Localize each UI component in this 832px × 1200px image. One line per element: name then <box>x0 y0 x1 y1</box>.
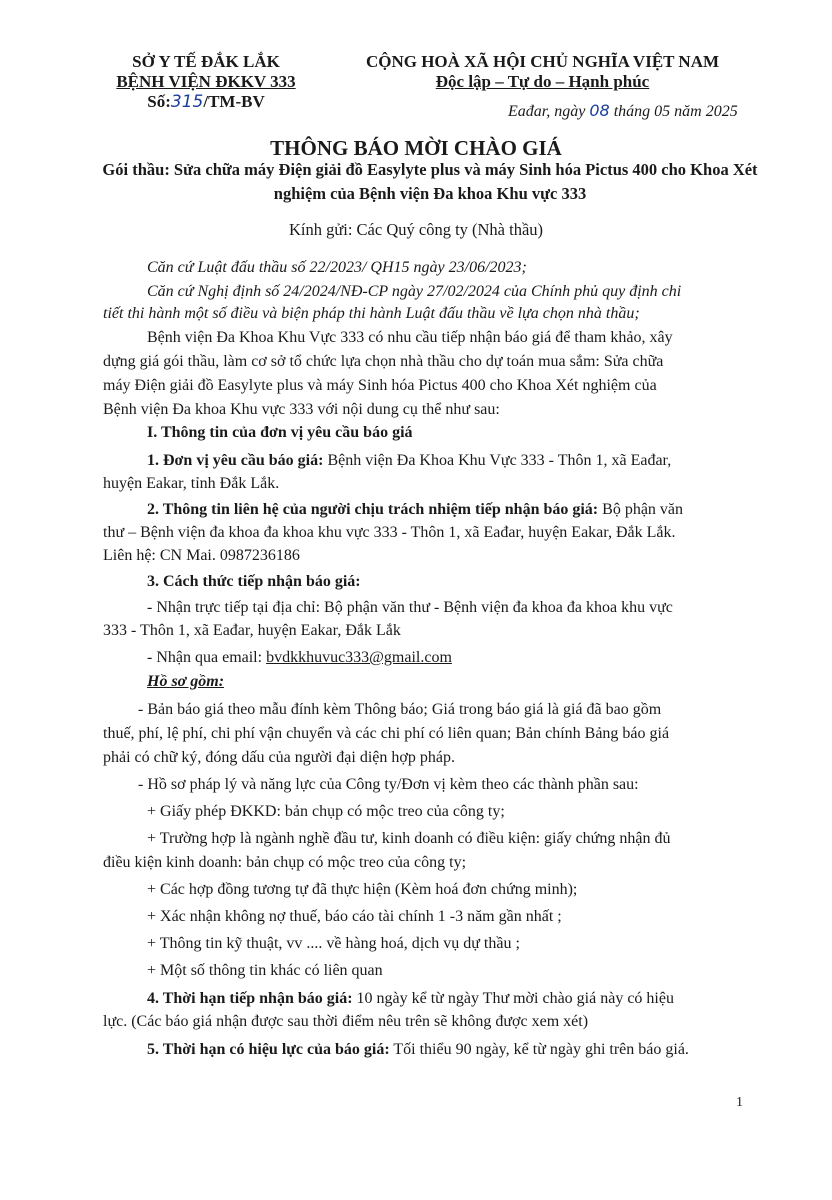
item-4-cont: lực. (Các báo giá nhận được sau thời điểm nêu trên sẽ không được xem xét) <box>103 1013 589 1030</box>
handwritten-day: 08 <box>589 101 610 120</box>
dossier-subitem-cont: điều kiện kinh doanh: bản chụp có mộc treo của công ty; <box>103 854 467 871</box>
item-3-direct-cont: 333 - Thôn 1, xã Eađar, huyện Eakar, Đắk Lắk <box>103 622 401 639</box>
dossier-line: thuế, phí, lệ phí, chi phí vận chuyển và các chi phí có liên quan; Bản chính Bảng báo giá <box>103 725 670 742</box>
basis-line: tiết thi hành một số điều và biện pháp thi hành Luật đấu thầu về lựa chọn nhà thầu; <box>103 305 640 322</box>
item-3-direct: - Nhận trực tiếp tại địa chỉ: Bộ phận văn thư - Bệnh viện đa khoa đa khoa khu vực <box>147 599 673 616</box>
item-2-cont: thư – Bệnh viện đa khoa đa khoa khu vực 333 - Thôn 1, xã Eađar, huyện Eakar, Đắk Lắk. <box>103 524 676 541</box>
item-5: 5. Thời hạn có hiệu lực của báo giá: Tối thiểu 90 ngày, kể từ ngày ghi trên báo giá. <box>147 1041 689 1058</box>
national-title: CỘNG HOÀ XÃ HỘI CHỦ NGHĨA VIỆT NAM <box>365 52 720 71</box>
issuer-department: SỞ Y TẾ ĐẮK LẮK <box>132 52 280 71</box>
document-date: Eađar, ngày 08 tháng 05 năm 2025 <box>508 101 738 120</box>
issuer-block <box>95 52 317 112</box>
dossier-subitem: + Thông tin kỹ thuật, vv .... về hàng hoá, dịch vụ dự thầu ; <box>147 935 520 952</box>
dossier-line: phải có chữ ký, đóng dấu của người đại diện hợp pháp. <box>103 749 455 766</box>
document-title: THÔNG BÁO MỜI CHÀO GIÁ <box>270 136 562 160</box>
package-subtitle: Gói thầu: Sửa chữa máy Điện giải đồ Easylyte plus và máy Sinh hóa Pictus 400 cho Khoa Xét nghiệm của Bệnh viện Đa khoa Khu vực 333 <box>102 160 758 203</box>
basis-line: Căn cứ Nghị định số 24/2024/NĐ-CP ngày 27/02/2024 của Chính phủ quy định chi <box>147 283 682 300</box>
item-1-cont: huyện Eakar, tỉnh Đắk Lắk. <box>103 475 280 492</box>
intro-line: máy Điện giải đồ Easylyte plus và máy Sinh hóa Pictus 400 cho Khoa Xét nghiệm của <box>103 377 657 394</box>
section-heading: I. Thông tin của đơn vị yêu cầu báo giá <box>147 424 413 441</box>
intro-line: Bệnh viện Đa Khoa Khu Vực 333 có nhu cầu tiếp nhận báo giá để tham khảo, xây <box>147 329 673 346</box>
dossier-line: - Bản báo giá theo mẫu đính kèm Thông báo; Giá trong báo giá là giá đã bao gồm <box>138 701 662 718</box>
dossier-heading: Hồ sơ gồm: <box>147 673 225 690</box>
dossier-subitem: + Các hợp đồng tương tự đã thực hiện (Kèm hoá đơn chứng minh); <box>147 881 578 898</box>
dossier-subitem: + Giấy phép ĐKKD: bản chụp có mộc treo của công ty; <box>147 803 505 820</box>
national-motto: Độc lập – Tự do – Hạnh phúc <box>435 72 650 91</box>
dossier-line: - Hồ sơ pháp lý và năng lực của Công ty/Đơn vị kèm theo các thành phần sau: <box>138 776 639 793</box>
dossier-subitem: + Một số thông tin khác có liên quan <box>147 962 383 979</box>
item-2: 2. Thông tin liên hệ của người chịu trách nhiệm tiếp nhận báo giá: Bộ phận văn <box>147 501 684 518</box>
national-heading <box>340 52 745 92</box>
intro-line: dựng giá gói thầu, làm cơ sở tổ chức lựa chọn nhà thầu cho dự toán mua sắm: Sửa chữa <box>103 353 664 370</box>
greeting: Kính gửi: Các Quý công ty (Nhà thầu) <box>288 220 544 239</box>
contact-line: Liên hệ: CN Mai. 0987236186 <box>103 547 300 564</box>
item-3-email: - Nhận qua email: bvdkkhuvuc333@gmail.com <box>147 649 452 666</box>
page-number: 1 <box>736 1095 743 1110</box>
item-3: 3. Cách thức tiếp nhận báo giá: <box>147 573 361 590</box>
handwritten-number: 315 <box>170 92 204 112</box>
issuer-hospital: BỆNH VIỆN ĐKKV 333 <box>116 72 296 91</box>
item-1: 1. Đơn vị yêu cầu báo giá: Bệnh viện Đa Khoa Khu Vực 333 - Thôn 1, xã Eađar, <box>147 452 672 469</box>
email-link[interactable]: bvdkkhuvuc333@gmail.com <box>266 649 452 666</box>
basis-line: Căn cứ Luật đấu thầu số 22/2023/ QH15 ngày 23/06/2023; <box>147 259 527 276</box>
item-4: 4. Thời hạn tiếp nhận báo giá: 10 ngày kể từ ngày Thư mời chào giá này có hiệu <box>147 990 674 1007</box>
dossier-subitem: + Xác nhận không nợ thuế, báo cáo tài chính 1 -3 năm gần nhất ; <box>147 908 562 925</box>
dossier-subitem: + Trường hợp là ngành nghề đầu tư, kinh doanh có điều kiện: giấy chứng nhận đủ <box>147 830 671 847</box>
document-number: Số:315/TM-BV <box>147 92 265 112</box>
intro-line: Bệnh viện Đa khoa Khu vực 333 với nội dung cụ thể như sau: <box>103 401 500 418</box>
